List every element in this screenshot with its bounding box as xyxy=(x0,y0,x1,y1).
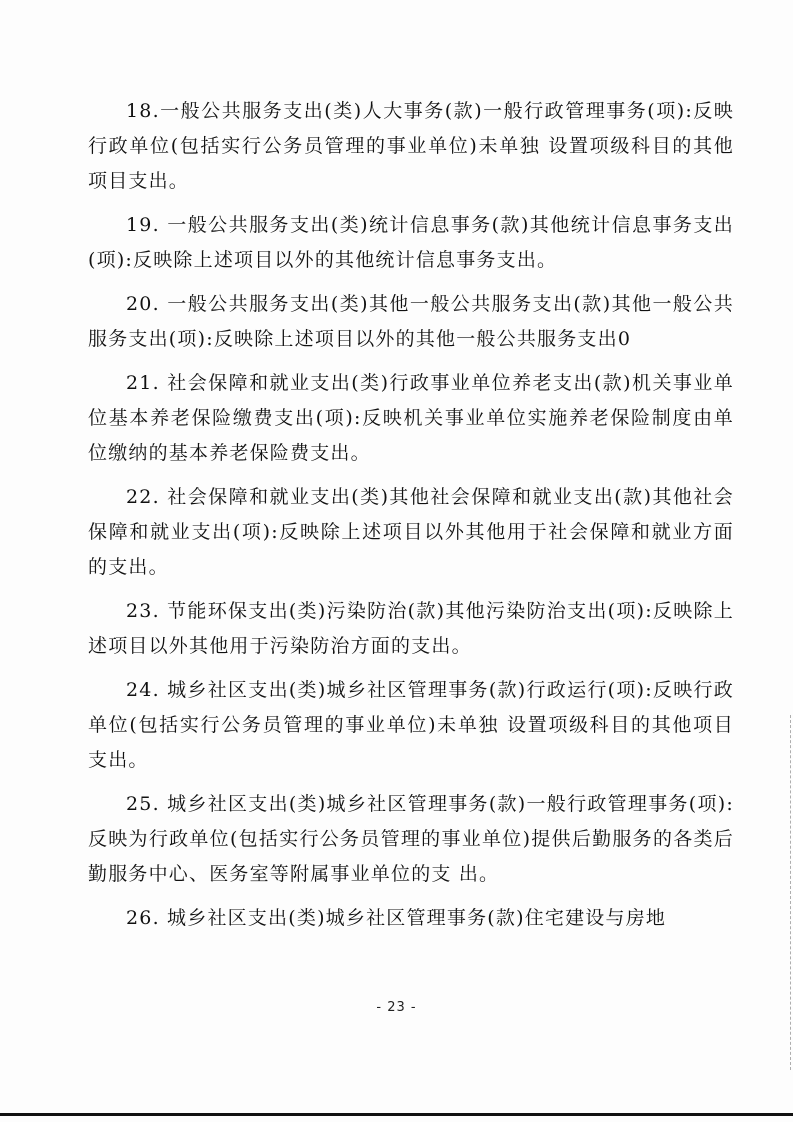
paragraph-26: 26. 城乡社区支出(类)城乡社区管理事务(款)住宅建设与房地 xyxy=(126,907,667,929)
paragraph-23: 23. 节能环保支出(类)污染防治(款)其他污染防治支出(项):反映除上述项目以外其他用于污染防治方面的支出。 xyxy=(88,600,734,657)
bottom-border xyxy=(0,1113,793,1116)
paragraph-20: 20. 一般公共服务支出(类)其他一般公共服务支出(款)其他一般公共服务支出(项):反映除上述项目以外的其他一般公共服务支出0 xyxy=(88,293,734,350)
paragraph-21: 21. 社会保障和就业支出(类)行政事业单位养老支出(款)机关事业单位基本养老保险缴费支出(项):反映机关事业单位实施养老保险制度由单位缴纳的基本养老保险费支出。 xyxy=(88,372,734,464)
paragraph-24: 24. 城乡社区支出(类)城乡社区管理事务(款)行政运行(项):反映行政单位(包括实行公务员管理的事业单位)未单独 设置项级科目的其他项目支出。 xyxy=(88,679,734,771)
paragraph-22: 22. 社会保障和就业支出(类)其他社会保障和就业支出(款)其他社会保障和就业支出(项):反映除上述项目以外其他用于社会保障和就业方面的支出。 xyxy=(88,486,734,578)
page-number: - 23 - xyxy=(376,1000,417,1015)
scan-edge-mark xyxy=(787,715,791,1070)
body-text xyxy=(88,94,734,936)
paragraph-19: 19. 一般公共服务支出(类)统计信息事务(款)其他统计信息事务支出(项):反映除上述项目以外的其他统计信息事务支出。 xyxy=(88,214,734,271)
paragraph-18: 18.一般公共服务支出(类)人大事务(款)一般行政管理事务(项):反映行政单位(包括实行公务员管理的事业单位)未单独 设置项级科目的其他项目支出。 xyxy=(88,100,734,192)
paragraph-25: 25. 城乡社区支出(类)城乡社区管理事务(款)一般行政管理事务(项):反映为行政单位(包括实行公务员管理的事业单位)提供后勤服务的各类后勤服务中心、医务室等附属事业单位的支 出。 xyxy=(88,793,734,885)
